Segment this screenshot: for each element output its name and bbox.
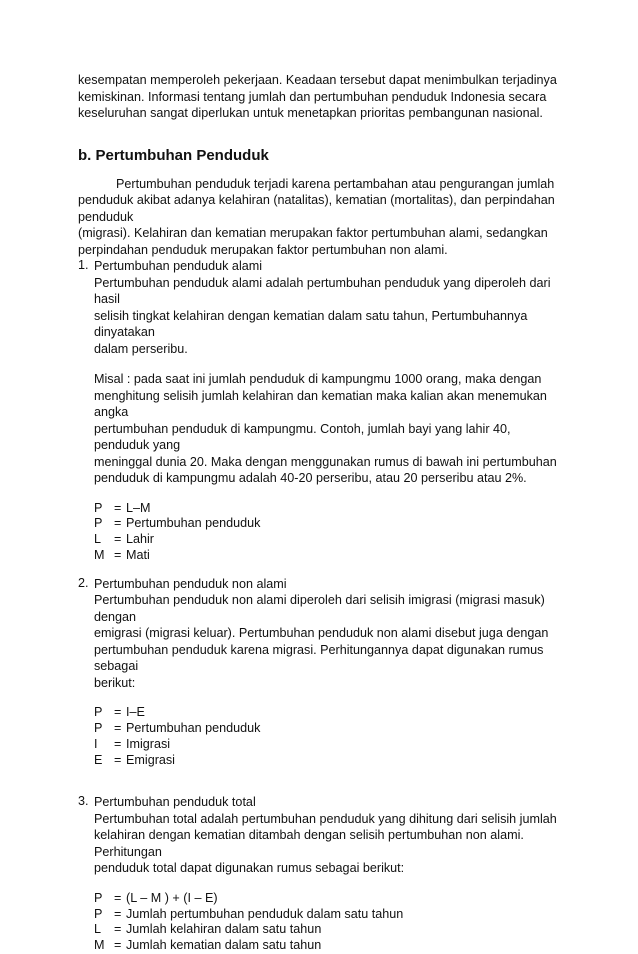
item-title: Pertumbuhan penduduk total <box>94 795 256 810</box>
formula-definition: (L – M ) + (I – E) <box>126 890 218 905</box>
formula-equals: = <box>114 938 122 953</box>
formula-row <box>94 721 568 737</box>
formula-definition: Emigrasi <box>126 752 175 767</box>
formula-row <box>94 548 568 564</box>
formula-equals: = <box>114 890 122 905</box>
formula-symbol: M <box>94 547 105 562</box>
text-line: penduduk di kampungmu adalah 40-20 perseribu, atau 20 perseribu atau 2%. <box>94 471 527 485</box>
item-title: Pertumbuhan penduduk non alami <box>94 576 287 591</box>
list-item-non-alami <box>78 576 568 769</box>
item-title: Pertumbuhan penduduk alami <box>94 259 263 273</box>
text-line: penduduk total dapat digunakan rumus sebagai berikut: <box>94 861 405 876</box>
formula-block <box>94 891 568 954</box>
text-line: dalam perseribu. <box>94 341 188 356</box>
item-example <box>94 371 568 487</box>
formula-definition: Pertumbuhan penduduk <box>126 720 261 735</box>
formula-equals: = <box>114 720 122 735</box>
formula-symbol: P <box>94 500 103 515</box>
list-item-total <box>78 794 568 954</box>
item-description <box>94 811 568 877</box>
formula-equals: = <box>114 532 122 547</box>
document-page <box>78 72 568 954</box>
formula-row <box>94 922 568 938</box>
list-number: 1. <box>78 258 89 272</box>
formula-definition: Jumlah pertumbuhan penduduk dalam satu tahun <box>126 906 404 921</box>
text-line: Pertumbuhan total adalah pertumbuhan penduduk yang dihitung dari selisih jumlah <box>94 811 557 826</box>
formula-row <box>94 532 568 548</box>
item-description <box>94 275 568 358</box>
formula-equals: = <box>114 516 122 531</box>
formula-row <box>94 753 568 769</box>
formula-row <box>94 705 568 721</box>
text-line: Pertumbuhan penduduk terjadi karena pertambahan atau pengurangan jumlah <box>116 176 555 191</box>
formula-row <box>94 907 568 923</box>
formula-row <box>94 891 568 907</box>
formula-equals: = <box>114 752 122 767</box>
intro-paragraph <box>78 72 568 122</box>
text-line: menghitung selisih jumlah kelahiran dan kematian maka kalian akan menemukan angka <box>94 388 547 419</box>
text-line: penduduk akibat adanya kelahiran (natalitas), kematian (mortalitas), dan perpindahan penduduk <box>78 193 555 224</box>
formula-symbol: P <box>94 705 103 720</box>
text-line: pertumbuhan penduduk karena migrasi. Perhitungannya dapat digunakan rumus sebagai <box>94 642 544 674</box>
formula-definition: Imigrasi <box>126 736 171 751</box>
formula-symbol: P <box>94 516 103 531</box>
formula-definition: Lahir <box>126 532 155 547</box>
formula-symbol: P <box>94 720 103 735</box>
item-description <box>94 592 568 691</box>
formula-row <box>94 938 568 954</box>
formula-equals: = <box>114 547 122 562</box>
formula-symbol: I <box>94 736 98 751</box>
text-line: Misal : pada saat ini jumlah penduduk di kampungmu 1000 orang, maka dengan <box>94 372 542 386</box>
text-line: kelahiran dengan kematian ditambah dengan selisih pertumbuhan non alami. Perhitungan <box>94 828 524 859</box>
formula-equals: = <box>114 922 122 937</box>
section-heading: b. Pertumbuhan Penduduk <box>78 146 269 164</box>
formula-equals: = <box>114 906 122 921</box>
text-line: keseluruhan sangat diperlukan untuk menetapkan prioritas pembangunan nasional. <box>78 106 543 120</box>
list-number: 3. <box>78 794 89 809</box>
text-line: kesempatan memperoleh pekerjaan. Keadaan tersebut dapat menimbulkan terjadinya <box>78 73 557 87</box>
list-item-alami <box>78 258 568 564</box>
text-line: pertumbuhan penduduk di kampungmu. Contoh, jumlah bayi yang lahir 40, penduduk yang <box>94 421 511 452</box>
formula-definition: Pertumbuhan penduduk <box>126 516 261 531</box>
section-paragraph <box>78 176 568 259</box>
text-line: (migrasi). Kelahiran dan kematian merupakan faktor pertumbuhan alami, sedangkan <box>78 226 548 240</box>
formula-equals: = <box>114 705 122 720</box>
formula-symbol: P <box>94 890 103 905</box>
text-line: berikut: <box>94 675 136 690</box>
formula-definition: I–E <box>126 705 145 720</box>
formula-definition: L–M <box>126 500 151 515</box>
formula-symbol: L <box>94 532 102 547</box>
text-line: kemiskinan. Informasi tentang jumlah dan pertumbuhan penduduk Indonesia secara <box>78 89 547 104</box>
formula-definition: Jumlah kematian dalam satu tahun <box>126 938 322 953</box>
formula-row <box>94 516 568 532</box>
text-line: perpindahan penduduk merupakan faktor pertumbuhan non alami. <box>78 242 448 257</box>
formula-symbol: L <box>94 922 102 937</box>
formula-definition: Mati <box>126 547 150 562</box>
formula-symbol: E <box>94 752 103 767</box>
text-line: Pertumbuhan penduduk alami adalah pertumbuhan penduduk yang diperoleh dari hasil <box>94 275 551 306</box>
text-line: emigrasi (migrasi keluar). Pertumbuhan penduduk non alami disebut juga dengan <box>94 626 549 641</box>
formula-row <box>94 501 568 517</box>
formula-symbol: P <box>94 906 103 921</box>
formula-definition: Jumlah kelahiran dalam satu tahun <box>126 922 322 937</box>
text-line: Pertumbuhan penduduk non alami diperoleh dari selisih imigrasi (migrasi masuk) dengan <box>94 593 545 624</box>
formula-block <box>94 501 568 564</box>
formula-equals: = <box>114 736 122 751</box>
formula-block <box>94 705 568 768</box>
text-line: selisih tingkat kelahiran dengan kematian dalam satu tahun, Pertumbuhannya dinyatakan <box>94 308 528 339</box>
list-number: 2. <box>78 575 89 590</box>
text-line: meninggal dunia 20. Maka dengan menggunakan rumus di bawah ini pertumbuhan <box>94 454 557 469</box>
formula-row <box>94 737 568 753</box>
formula-equals: = <box>114 500 122 515</box>
formula-symbol: M <box>94 938 105 953</box>
